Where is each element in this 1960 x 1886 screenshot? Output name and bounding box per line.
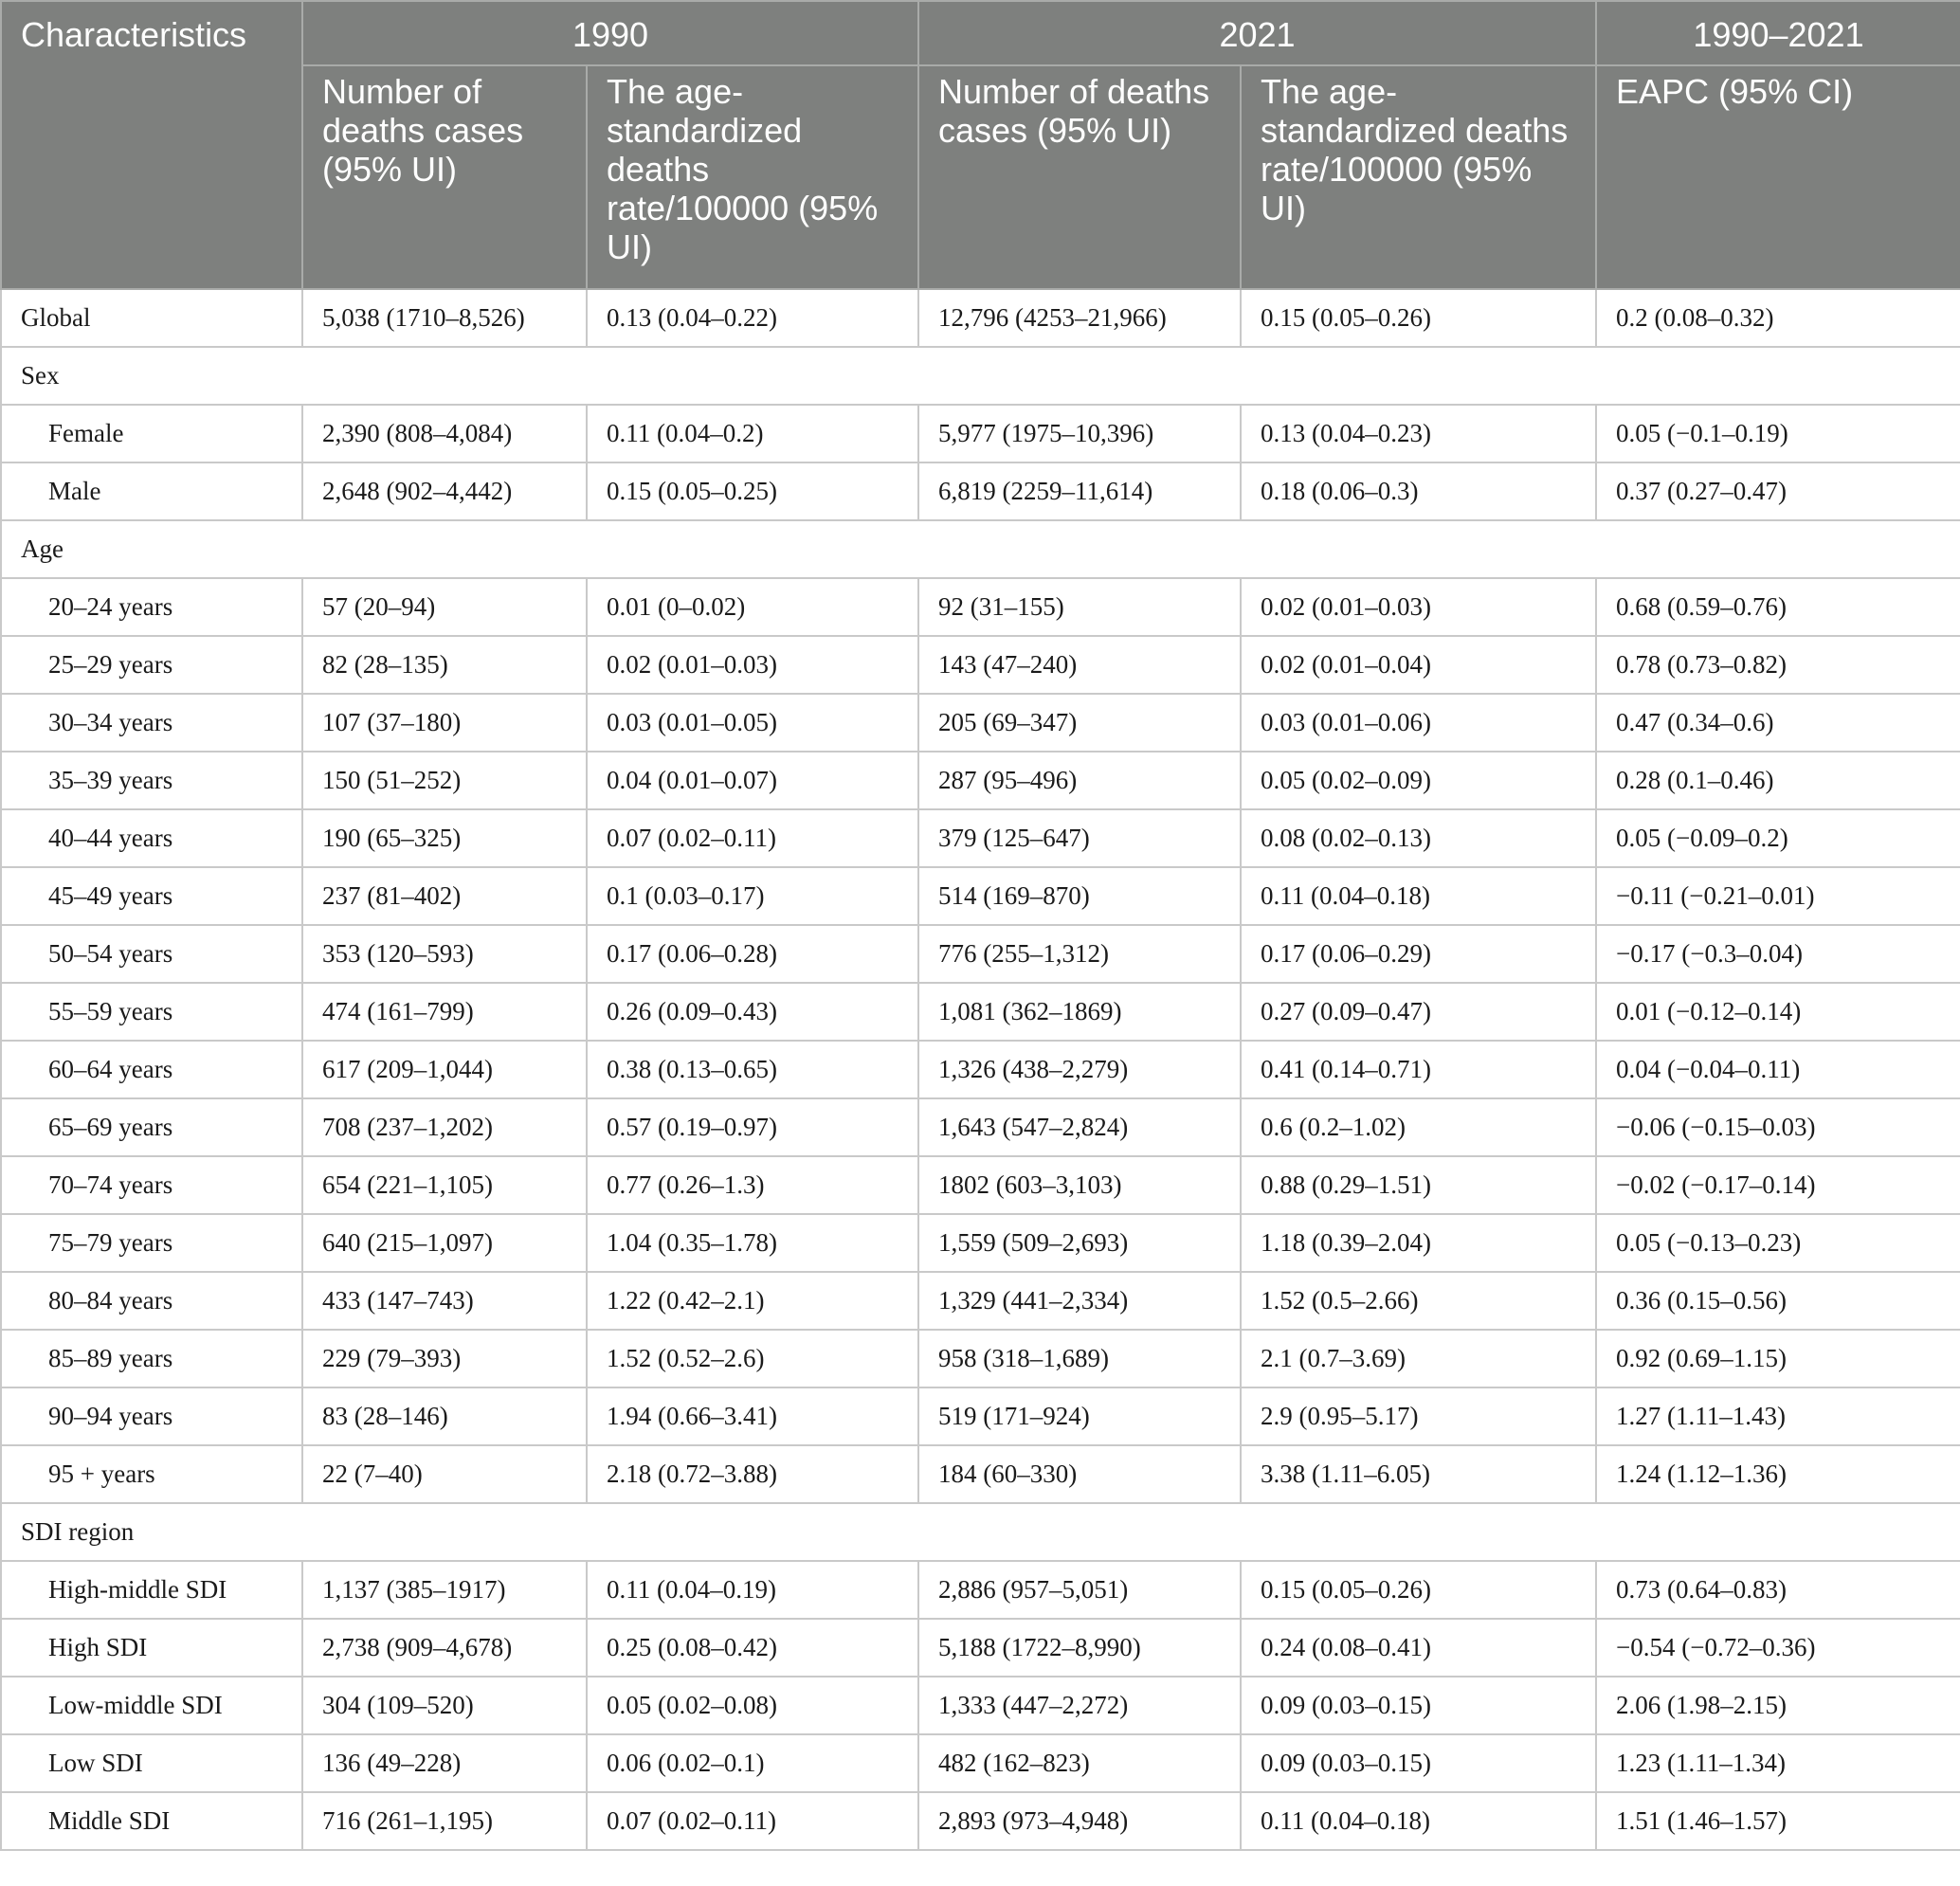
table-body bbox=[1, 289, 1960, 1850]
table-cell: 640 (215–1,097) bbox=[302, 1214, 587, 1272]
table-row bbox=[1, 809, 1960, 867]
table-cell: 2,390 (808–4,084) bbox=[302, 405, 587, 462]
header-asdr-1990: The age-standardized deaths rate/100000 (95% UI) bbox=[587, 65, 918, 289]
table-cell: −0.17 (−0.3–0.04) bbox=[1596, 925, 1960, 983]
table-cell: 0.11 (0.04–0.18) bbox=[1241, 1792, 1596, 1850]
table-row bbox=[1, 1041, 1960, 1098]
table-cell: 2.06 (1.98–2.15) bbox=[1596, 1677, 1960, 1734]
table-row bbox=[1, 636, 1960, 694]
table-cell: 107 (37–180) bbox=[302, 694, 587, 752]
group-label: SDI region bbox=[1, 1503, 1960, 1561]
row-label: 70–74 years bbox=[1, 1156, 302, 1214]
row-label: 95 + years bbox=[1, 1445, 302, 1503]
row-label: 40–44 years bbox=[1, 809, 302, 867]
table-cell: 2,886 (957–5,051) bbox=[918, 1561, 1241, 1619]
row-label: 50–54 years bbox=[1, 925, 302, 983]
table-cell: 0.06 (0.02–0.1) bbox=[587, 1734, 918, 1792]
table-cell: 2.18 (0.72–3.88) bbox=[587, 1445, 918, 1503]
row-label: 30–34 years bbox=[1, 694, 302, 752]
table-header bbox=[1, 1, 1960, 289]
row-label: Female bbox=[1, 405, 302, 462]
table-cell: 0.18 (0.06–0.3) bbox=[1241, 462, 1596, 520]
table-cell: 0.6 (0.2–1.02) bbox=[1241, 1098, 1596, 1156]
table-row bbox=[1, 694, 1960, 752]
table-group-row bbox=[1, 520, 1960, 578]
table-cell: 136 (49–228) bbox=[302, 1734, 587, 1792]
table-cell: 150 (51–252) bbox=[302, 752, 587, 809]
table-cell: 0.01 (0–0.02) bbox=[587, 578, 918, 636]
table-cell: 0.73 (0.64–0.83) bbox=[1596, 1561, 1960, 1619]
table-cell: 229 (79–393) bbox=[302, 1330, 587, 1387]
table-row bbox=[1, 925, 1960, 983]
table-cell: 708 (237–1,202) bbox=[302, 1098, 587, 1156]
table-row bbox=[1, 1387, 1960, 1445]
table-cell: 654 (221–1,105) bbox=[302, 1156, 587, 1214]
table-row bbox=[1, 405, 1960, 462]
table-cell: 0.05 (−0.09–0.2) bbox=[1596, 809, 1960, 867]
table-cell: 0.11 (0.04–0.18) bbox=[1241, 867, 1596, 925]
table-cell: 22 (7–40) bbox=[302, 1445, 587, 1503]
table-cell: 1.94 (0.66–3.41) bbox=[587, 1387, 918, 1445]
table-cell: 1.52 (0.52–2.6) bbox=[587, 1330, 918, 1387]
row-label: 25–29 years bbox=[1, 636, 302, 694]
table-row bbox=[1, 1619, 1960, 1677]
table-cell: 958 (318–1,689) bbox=[918, 1330, 1241, 1387]
table-cell: 0.01 (−0.12–0.14) bbox=[1596, 983, 1960, 1041]
table-cell: 0.26 (0.09–0.43) bbox=[587, 983, 918, 1041]
table-cell: 287 (95–496) bbox=[918, 752, 1241, 809]
table-row bbox=[1, 867, 1960, 925]
row-label: Middle SDI bbox=[1, 1792, 302, 1850]
header-row-years bbox=[1, 1, 1960, 65]
table-cell: 5,977 (1975–10,396) bbox=[918, 405, 1241, 462]
table-cell: 83 (28–146) bbox=[302, 1387, 587, 1445]
row-label: High-middle SDI bbox=[1, 1561, 302, 1619]
table-cell: 237 (81–402) bbox=[302, 867, 587, 925]
table-cell: 0.07 (0.02–0.11) bbox=[587, 1792, 918, 1850]
row-label: 20–24 years bbox=[1, 578, 302, 636]
table-cell: 0.78 (0.73–0.82) bbox=[1596, 636, 1960, 694]
table-group-row bbox=[1, 1503, 1960, 1561]
table-cell: 0.57 (0.19–0.97) bbox=[587, 1098, 918, 1156]
table-cell: 0.11 (0.04–0.2) bbox=[587, 405, 918, 462]
table-cell: 433 (147–743) bbox=[302, 1272, 587, 1330]
table-cell: 0.03 (0.01–0.06) bbox=[1241, 694, 1596, 752]
table-cell: 0.13 (0.04–0.22) bbox=[587, 289, 918, 347]
header-deaths-2021: Number of deaths cases (95% UI) bbox=[918, 65, 1241, 289]
table-cell: 0.15 (0.05–0.26) bbox=[1241, 289, 1596, 347]
table-cell: 1,333 (447–2,272) bbox=[918, 1677, 1241, 1734]
table-cell: 379 (125–647) bbox=[918, 809, 1241, 867]
row-label: 60–64 years bbox=[1, 1041, 302, 1098]
row-label: 65–69 years bbox=[1, 1098, 302, 1156]
table-row bbox=[1, 1677, 1960, 1734]
table-cell: 0.2 (0.08–0.32) bbox=[1596, 289, 1960, 347]
table-cell: 1.18 (0.39–2.04) bbox=[1241, 1214, 1596, 1272]
table-cell: 0.36 (0.15–0.56) bbox=[1596, 1272, 1960, 1330]
table-row bbox=[1, 1792, 1960, 1850]
table-group-row bbox=[1, 347, 1960, 405]
table-cell: 184 (60–330) bbox=[918, 1445, 1241, 1503]
table-cell: −0.06 (−0.15–0.03) bbox=[1596, 1098, 1960, 1156]
table-cell: 0.27 (0.09–0.47) bbox=[1241, 983, 1596, 1041]
table-cell: 514 (169–870) bbox=[918, 867, 1241, 925]
table-cell: 1,559 (509–2,693) bbox=[918, 1214, 1241, 1272]
group-label: Age bbox=[1, 520, 1960, 578]
table-cell: 0.09 (0.03–0.15) bbox=[1241, 1677, 1596, 1734]
table-row bbox=[1, 1272, 1960, 1330]
header-year-1990: 1990 bbox=[302, 1, 918, 65]
group-label: Sex bbox=[1, 347, 1960, 405]
table-cell: 0.08 (0.02–0.13) bbox=[1241, 809, 1596, 867]
table-cell: 0.17 (0.06–0.28) bbox=[587, 925, 918, 983]
table-row bbox=[1, 752, 1960, 809]
header-period: 1990–2021 bbox=[1596, 1, 1960, 65]
table-cell: 2.9 (0.95–5.17) bbox=[1241, 1387, 1596, 1445]
table-cell: 12,796 (4253–21,966) bbox=[918, 289, 1241, 347]
table-cell: 0.41 (0.14–0.71) bbox=[1241, 1041, 1596, 1098]
table-cell: 716 (261–1,195) bbox=[302, 1792, 587, 1850]
table-cell: 0.38 (0.13–0.65) bbox=[587, 1041, 918, 1098]
table-cell: 1,137 (385–1917) bbox=[302, 1561, 587, 1619]
table-cell: 205 (69–347) bbox=[918, 694, 1241, 752]
table-row bbox=[1, 1445, 1960, 1503]
table-cell: −0.11 (−0.21–0.01) bbox=[1596, 867, 1960, 925]
table-cell: 0.02 (0.01–0.04) bbox=[1241, 636, 1596, 694]
table-cell: 1,329 (441–2,334) bbox=[918, 1272, 1241, 1330]
table-row bbox=[1, 578, 1960, 636]
table-cell: 3.38 (1.11–6.05) bbox=[1241, 1445, 1596, 1503]
table-cell: −0.02 (−0.17–0.14) bbox=[1596, 1156, 1960, 1214]
table-cell: 1,326 (438–2,279) bbox=[918, 1041, 1241, 1098]
row-label: 85–89 years bbox=[1, 1330, 302, 1387]
table-cell: 2.1 (0.7–3.69) bbox=[1241, 1330, 1596, 1387]
row-label: Global bbox=[1, 289, 302, 347]
row-label: 80–84 years bbox=[1, 1272, 302, 1330]
table-cell: −0.54 (−0.72–0.36) bbox=[1596, 1619, 1960, 1677]
table-cell: 190 (65–325) bbox=[302, 809, 587, 867]
table-cell: 353 (120–593) bbox=[302, 925, 587, 983]
table-cell: 0.05 (0.02–0.08) bbox=[587, 1677, 918, 1734]
table-cell: 0.47 (0.34–0.6) bbox=[1596, 694, 1960, 752]
table-cell: 6,819 (2259–11,614) bbox=[918, 462, 1241, 520]
table-cell: 0.07 (0.02–0.11) bbox=[587, 809, 918, 867]
row-label: Low SDI bbox=[1, 1734, 302, 1792]
table-cell: 5,188 (1722–8,990) bbox=[918, 1619, 1241, 1677]
header-eapc: EAPC (95% CI) bbox=[1596, 65, 1960, 289]
table-cell: 1.51 (1.46–1.57) bbox=[1596, 1792, 1960, 1850]
table-cell: 0.02 (0.01–0.03) bbox=[1241, 578, 1596, 636]
row-label: 75–79 years bbox=[1, 1214, 302, 1272]
table-row bbox=[1, 1214, 1960, 1272]
table-cell: 617 (209–1,044) bbox=[302, 1041, 587, 1098]
table-row bbox=[1, 1098, 1960, 1156]
table-cell: 474 (161–799) bbox=[302, 983, 587, 1041]
table-row bbox=[1, 1561, 1960, 1619]
table-cell: 1.24 (1.12–1.36) bbox=[1596, 1445, 1960, 1503]
table-cell: 1,643 (547–2,824) bbox=[918, 1098, 1241, 1156]
row-label: Male bbox=[1, 462, 302, 520]
table-cell: 57 (20–94) bbox=[302, 578, 587, 636]
table-row bbox=[1, 1330, 1960, 1387]
table-row bbox=[1, 462, 1960, 520]
table-cell: 0.05 (−0.1–0.19) bbox=[1596, 405, 1960, 462]
table-cell: 0.04 (−0.04–0.11) bbox=[1596, 1041, 1960, 1098]
table-cell: 0.15 (0.05–0.25) bbox=[587, 462, 918, 520]
table-cell: 1,081 (362–1869) bbox=[918, 983, 1241, 1041]
table-cell: 0.1 (0.03–0.17) bbox=[587, 867, 918, 925]
table-cell: 304 (109–520) bbox=[302, 1677, 587, 1734]
table-cell: 0.13 (0.04–0.23) bbox=[1241, 405, 1596, 462]
table-cell: 0.88 (0.29–1.51) bbox=[1241, 1156, 1596, 1214]
table-cell: 5,038 (1710–8,526) bbox=[302, 289, 587, 347]
header-deaths-1990: Number of deaths cases (95% UI) bbox=[302, 65, 587, 289]
table-cell: 143 (47–240) bbox=[918, 636, 1241, 694]
table-cell: 1.04 (0.35–1.78) bbox=[587, 1214, 918, 1272]
table-cell: 0.05 (0.02–0.09) bbox=[1241, 752, 1596, 809]
table-cell: 0.17 (0.06–0.29) bbox=[1241, 925, 1596, 983]
table-cell: 1.22 (0.42–2.1) bbox=[587, 1272, 918, 1330]
table-cell: 92 (31–155) bbox=[918, 578, 1241, 636]
table-row bbox=[1, 1156, 1960, 1214]
header-asdr-2021: The age-standardized deaths rate/100000 (95% UI) bbox=[1241, 65, 1596, 289]
table-cell: 519 (171–924) bbox=[918, 1387, 1241, 1445]
row-label: 45–49 years bbox=[1, 867, 302, 925]
table-cell: 0.92 (0.69–1.15) bbox=[1596, 1330, 1960, 1387]
row-label: 35–39 years bbox=[1, 752, 302, 809]
table-cell: 2,893 (973–4,948) bbox=[918, 1792, 1241, 1850]
table-row bbox=[1, 1734, 1960, 1792]
table-cell: 0.24 (0.08–0.41) bbox=[1241, 1619, 1596, 1677]
table-cell: 0.02 (0.01–0.03) bbox=[587, 636, 918, 694]
table-cell: 776 (255–1,312) bbox=[918, 925, 1241, 983]
header-year-2021: 2021 bbox=[918, 1, 1596, 65]
table-cell: 0.05 (−0.13–0.23) bbox=[1596, 1214, 1960, 1272]
table-cell: 1.52 (0.5–2.66) bbox=[1241, 1272, 1596, 1330]
table-cell: 82 (28–135) bbox=[302, 636, 587, 694]
table-cell: 0.03 (0.01–0.05) bbox=[587, 694, 918, 752]
row-label: 55–59 years bbox=[1, 983, 302, 1041]
table-cell: 482 (162–823) bbox=[918, 1734, 1241, 1792]
table-cell: 1.23 (1.11–1.34) bbox=[1596, 1734, 1960, 1792]
table-cell: 1.27 (1.11–1.43) bbox=[1596, 1387, 1960, 1445]
table-cell: 0.09 (0.03–0.15) bbox=[1241, 1734, 1596, 1792]
table-cell: 0.68 (0.59–0.76) bbox=[1596, 578, 1960, 636]
table-cell: 0.11 (0.04–0.19) bbox=[587, 1561, 918, 1619]
table-cell: 2,648 (902–4,442) bbox=[302, 462, 587, 520]
row-label: 90–94 years bbox=[1, 1387, 302, 1445]
table-cell: 0.15 (0.05–0.26) bbox=[1241, 1561, 1596, 1619]
table-cell: 0.25 (0.08–0.42) bbox=[587, 1619, 918, 1677]
table-cell: 0.28 (0.1–0.46) bbox=[1596, 752, 1960, 809]
table-cell: 0.37 (0.27–0.47) bbox=[1596, 462, 1960, 520]
table-row bbox=[1, 289, 1960, 347]
table-cell: 2,738 (909–4,678) bbox=[302, 1619, 587, 1677]
header-characteristics: Characteristics bbox=[1, 1, 302, 289]
row-label: Low-middle SDI bbox=[1, 1677, 302, 1734]
table-row bbox=[1, 983, 1960, 1041]
row-label: High SDI bbox=[1, 1619, 302, 1677]
table-cell: 0.04 (0.01–0.07) bbox=[587, 752, 918, 809]
table-cell: 0.77 (0.26–1.3) bbox=[587, 1156, 918, 1214]
table-cell: 1802 (603–3,103) bbox=[918, 1156, 1241, 1214]
